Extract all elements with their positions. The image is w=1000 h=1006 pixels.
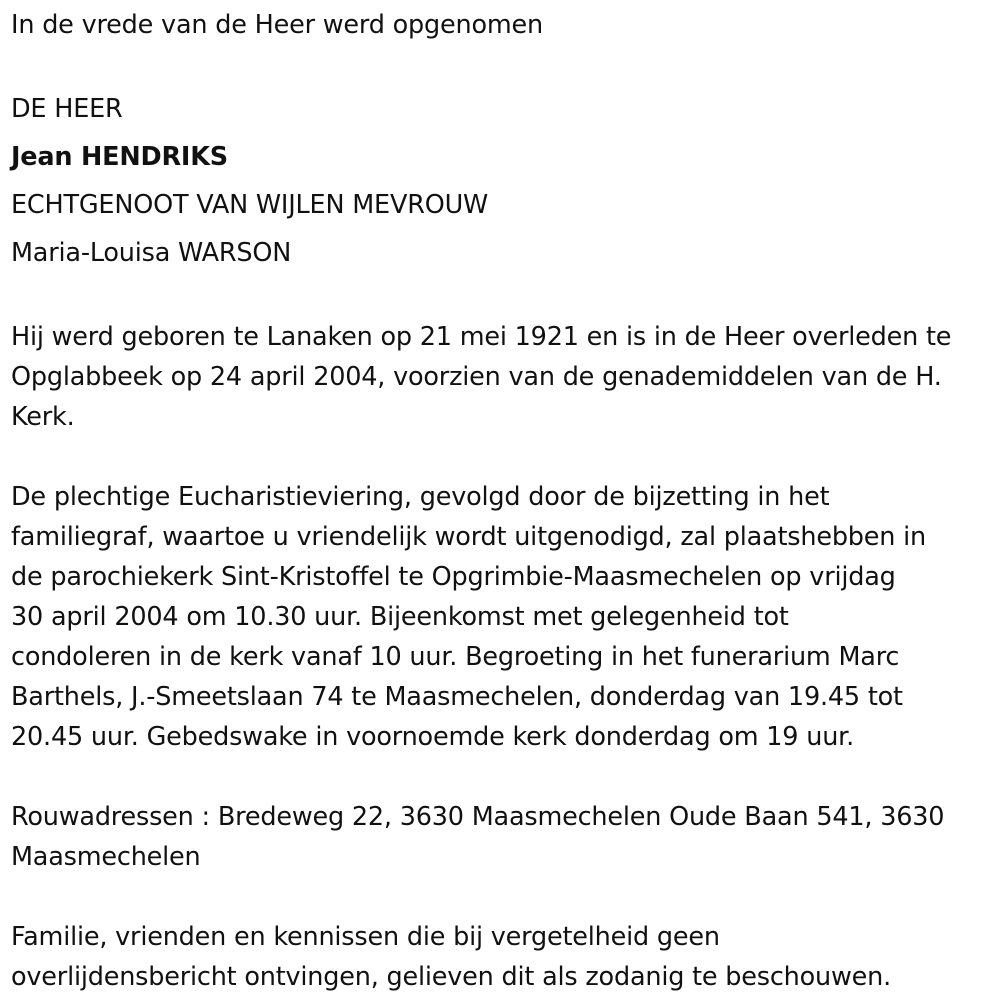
paragraph-line: Barthels, J.-Smeetslaan 74 te Maasmechelen, donderdag van 19.45 tot	[11, 682, 903, 712]
paragraph-line: familiegraf, waartoe u vriendelijk wordt uitgenodigd, zal plaatshebben in	[11, 522, 926, 552]
paragraph-line: condoleren in de kerk vanaf 10 uur. Begroeting in het funerarium Marc	[11, 642, 900, 672]
paragraph-line: De plechtige Eucharistieviering, gevolgd door de bijzetting in het	[11, 482, 830, 512]
ceremony-paragraph	[11, 477, 996, 757]
paragraph-line: Maasmechelen	[11, 842, 201, 872]
paragraph-line: overlijdensbericht ontvingen, gelieven dit als zodanig te beschouwen.	[11, 962, 892, 992]
intro-line: In de vrede van de Heer werd opgenomen	[11, 10, 543, 40]
obituary-notice	[11, 0, 996, 997]
paragraph-line: Kerk.	[11, 402, 75, 432]
title-prefix: DE HEER	[11, 94, 123, 124]
paragraph-line: 20.45 uur. Gebedswake in voornoemde kerk donderdag om 19 uur.	[11, 722, 855, 752]
relation-line: ECHTGENOOT VAN WIJLEN MEVROUW	[11, 190, 489, 220]
birth-death-paragraph	[11, 317, 996, 437]
closing-paragraph	[11, 917, 996, 997]
deceased-block	[11, 85, 996, 277]
addresses-paragraph	[11, 797, 996, 877]
paragraph-line: de parochiekerk Sint-Kristoffel te Opgrimbie-Maasmechelen op vrijdag	[11, 562, 896, 592]
spouse-name: Maria-Louisa WARSON	[11, 238, 292, 268]
paragraph-line: Opglabbeek op 24 april 2004, voorzien van de genademiddelen van de H.	[11, 362, 942, 392]
paragraph-line: Hij werd geboren te Lanaken op 21 mei 1921 en is in de Heer overleden te	[11, 322, 952, 352]
deceased-name: Jean HENDRIKS	[11, 142, 228, 172]
paragraph-line: Rouwadressen : Bredeweg 22, 3630 Maasmechelen Oude Baan 541, 3630	[11, 802, 945, 832]
paragraph-line: Familie, vrienden en kennissen die bij vergetelheid geen	[11, 922, 720, 952]
paragraph-line: 30 april 2004 om 10.30 uur. Bijeenkomst met gelegenheid tot	[11, 602, 789, 632]
